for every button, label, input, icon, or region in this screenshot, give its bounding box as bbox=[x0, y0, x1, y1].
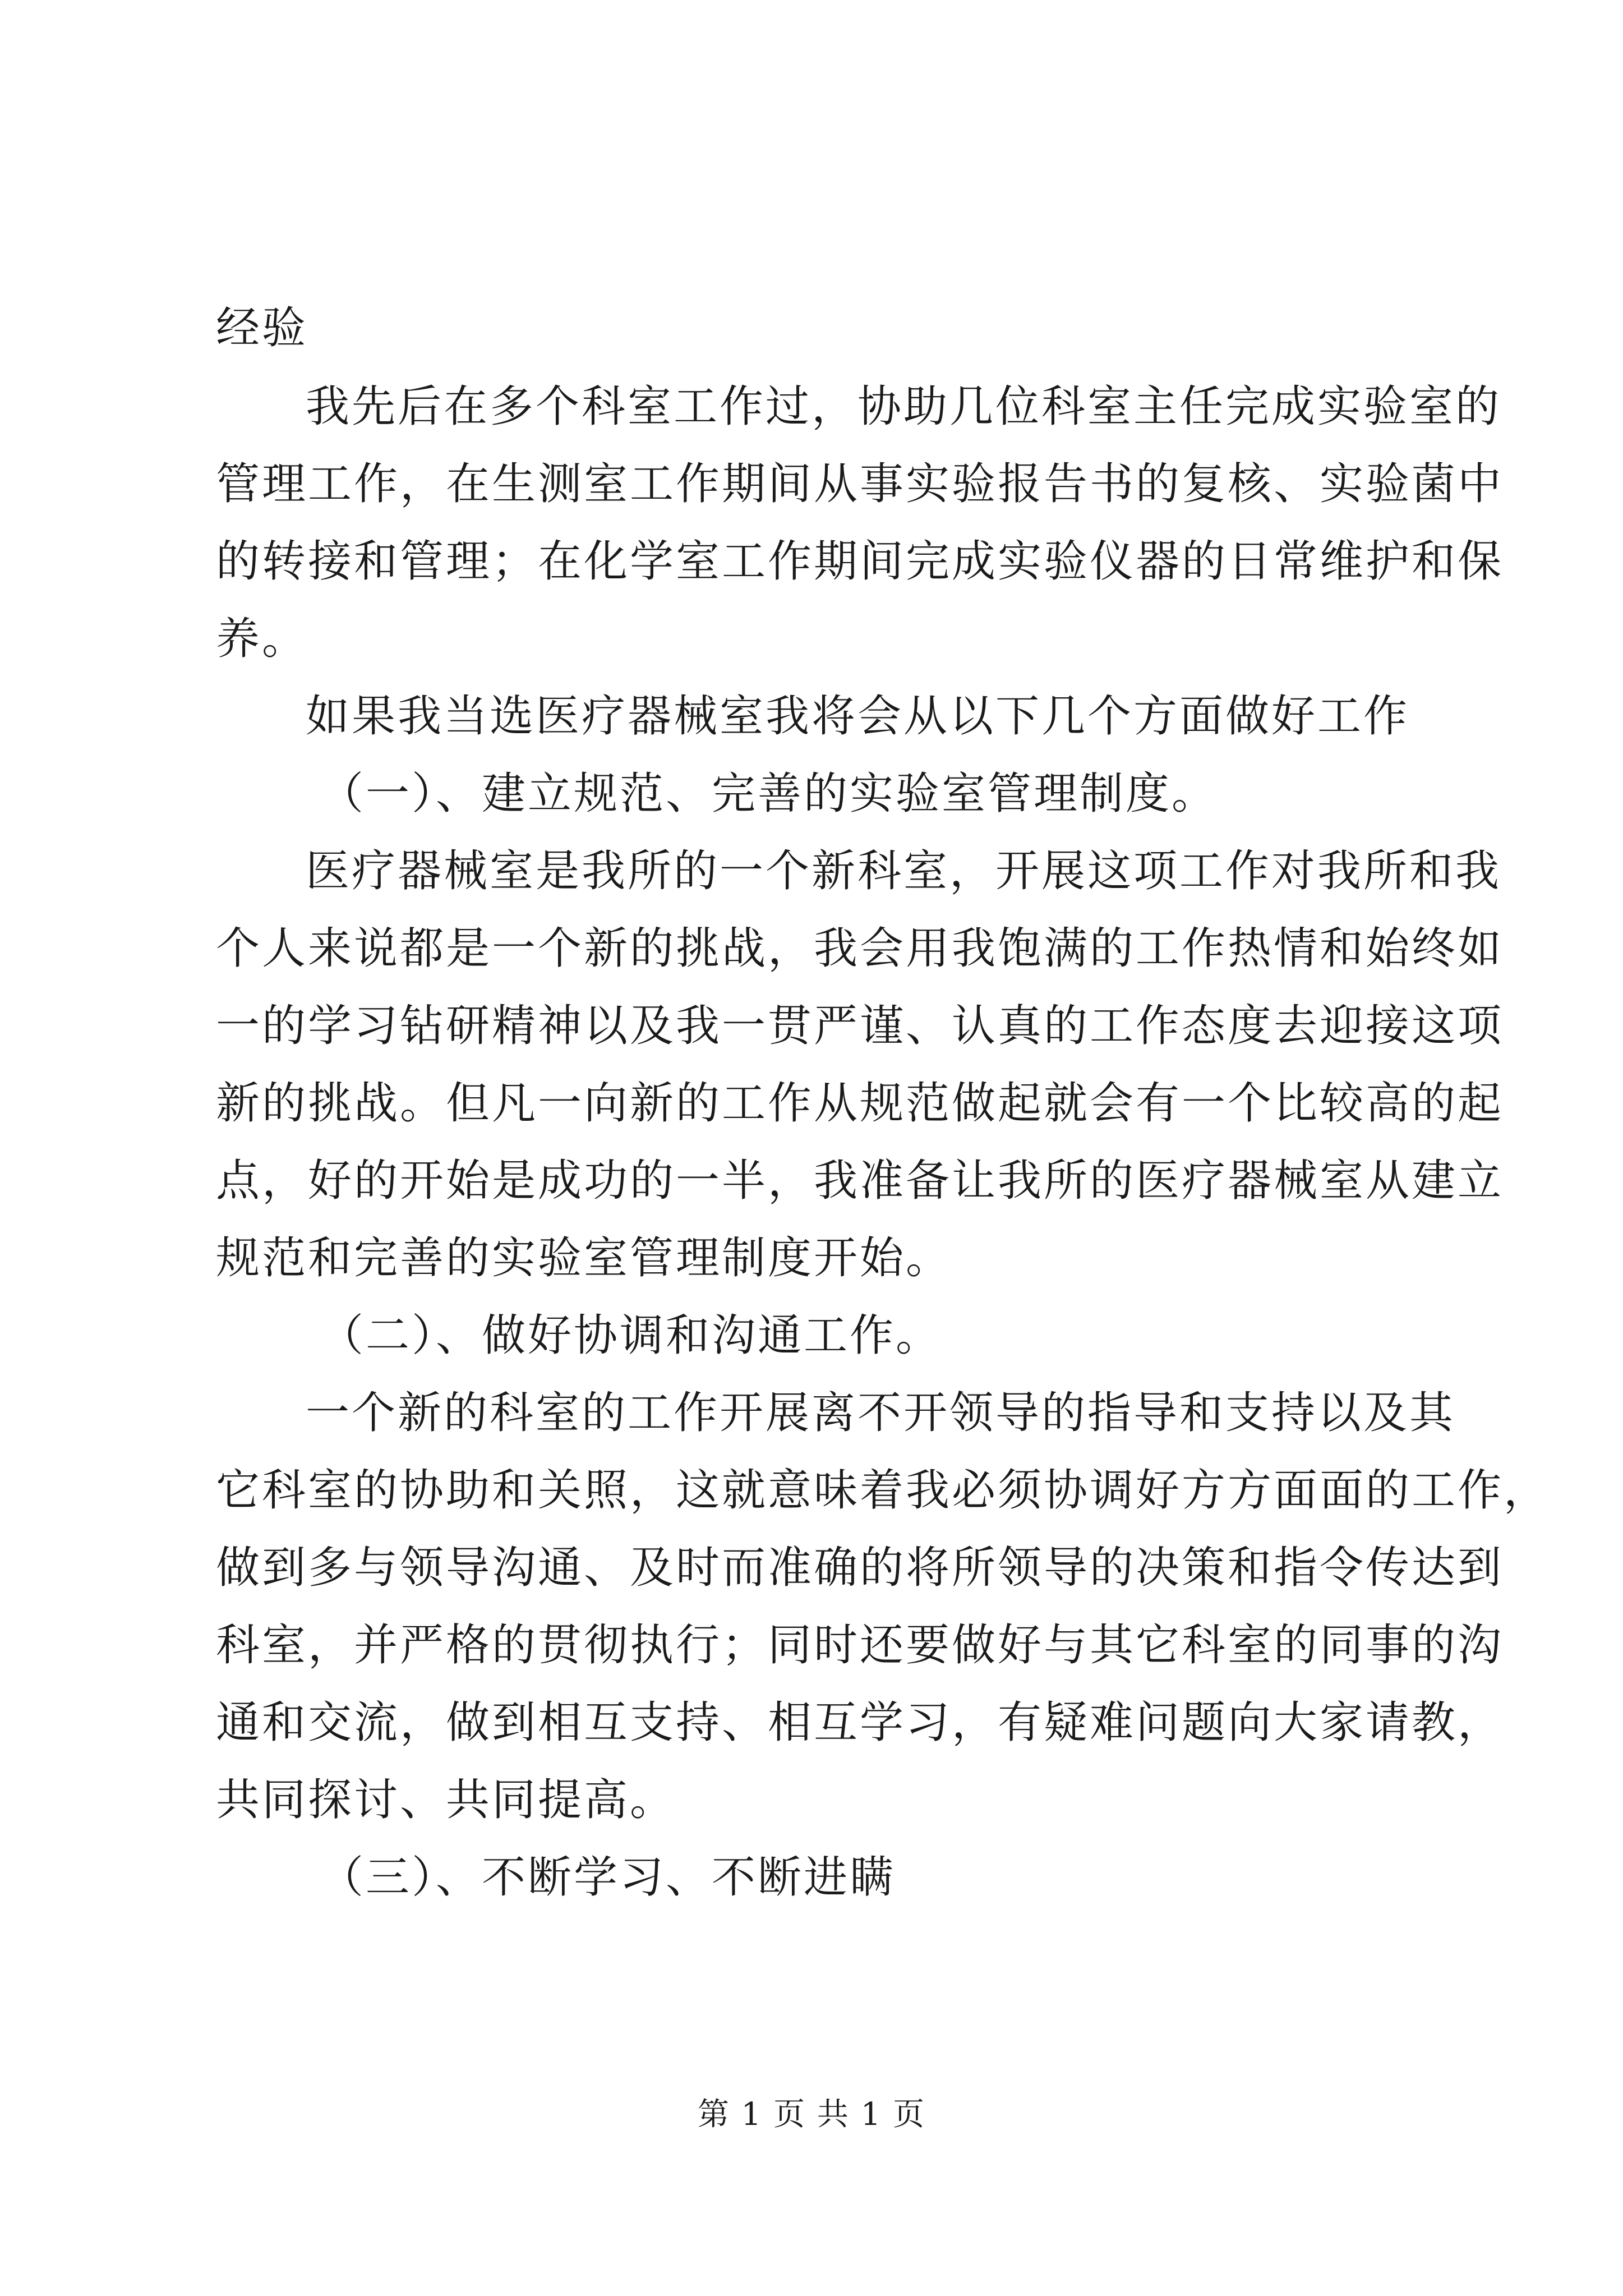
paragraph-3-line-2: 它科室的协助和关照，这就意味着我必须协调好方方面面的工作， bbox=[216, 1465, 1550, 1516]
section-heading-1: （一）、建立规范、完善的实验室管理制度。 bbox=[320, 769, 1218, 819]
text-line-1: 经验 bbox=[216, 303, 308, 353]
paragraph-1-line-4: 养。 bbox=[216, 614, 308, 664]
intro-sentence: 如果我当选医疗器械室我将会从以下几个方面做好工作 bbox=[306, 691, 1410, 742]
paragraph-2-line-6: 规范和完善的实验室管理制度开始。 bbox=[216, 1233, 952, 1283]
paragraph-2-line-1: 医疗器械室是我所的一个新科室，开展这项工作对我所和我 bbox=[306, 846, 1502, 896]
paragraph-3-line-5: 通和交流，做到相互支持、相互学习，有疑难问题向大家请教， bbox=[216, 1697, 1504, 1748]
paragraph-1-line-3: 的转接和管理；在化学室工作期间完成实验仪器的日常维护和保 bbox=[216, 536, 1504, 587]
page-footer: 第 1 页 共 1 页 bbox=[697, 2096, 926, 2133]
paragraph-3-line-4: 科室，并严格的贯彻执行；同时还要做好与其它科室的同事的沟 bbox=[216, 1620, 1504, 1671]
paragraph-3-line-3: 做到多与领导沟通、及时而准确的将所领导的决策和指令传达到 bbox=[216, 1543, 1504, 1593]
paragraph-3-line-1: 一个新的科室的工作开展离不开领导的指导和支持以及其 bbox=[306, 1388, 1456, 1438]
paragraph-2-line-2: 个人来说都是一个新的挑战，我会用我饱满的工作热情和始终如 bbox=[216, 923, 1504, 974]
paragraph-2-line-3: 一的学习钻研精神以及我一贯严谨、认真的工作态度去迎接这项 bbox=[216, 1001, 1504, 1051]
section-heading-2: （二）、做好协调和沟通工作。 bbox=[320, 1310, 942, 1361]
paragraph-3-line-6: 共同探讨、共同提高。 bbox=[216, 1775, 676, 1825]
paragraph-1-line-1: 我先后在多个科室工作过，协助几位科室主任完成实验室的 bbox=[306, 381, 1502, 432]
paragraph-2-line-4: 新的挑战。但凡一向新的工作从规范做起就会有一个比较高的起 bbox=[216, 1078, 1504, 1129]
section-heading-3: （三）、不断学习、不断进瞒 bbox=[320, 1852, 896, 1903]
paragraph-1-line-2: 管理工作，在生测室工作期间从事实验报告书的复核、实验菌中 bbox=[216, 459, 1504, 509]
paragraph-2-line-5: 点，好的开始是成功的一半，我准备让我所的医疗器械室从建立 bbox=[216, 1156, 1504, 1206]
